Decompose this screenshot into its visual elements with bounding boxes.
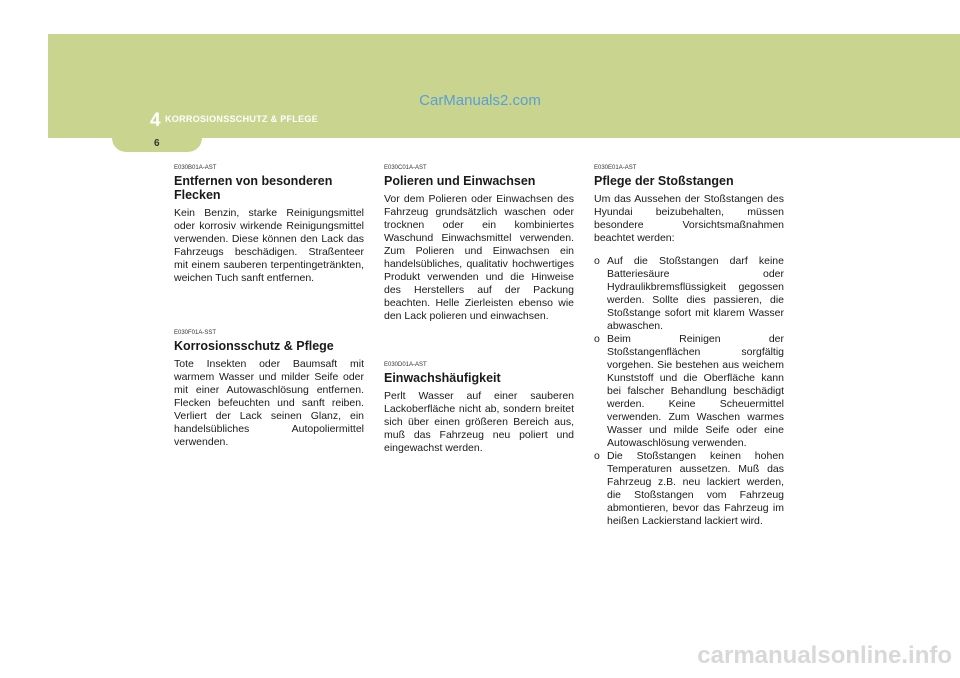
section-body: Kein Benzin, starke Reinigungsmittel oder korrosiv wirkende Reinigungsmittel verwenden. Diese können den Lack das Fahrzeugs beschädigen. Straßenteer mit einem sauberen terpentingetränkten, weichen Tuch sanft entfernen. [174,207,364,284]
list-marker: o [594,255,600,267]
list-item-text: Auf die Stoßstangen darf keine Batteriesäure oder Hydraulikbremsflüssigkeit gegossen werden. Sollte dies passieren, die Stoßstange sofort mit klarem Wasser abwaschen. [607,255,784,332]
watermark-top[interactable]: CarManuals2.com [419,92,541,109]
section-code: E030F01A-SST [174,330,217,336]
bumper-care-list [594,255,784,528]
section-polishing [384,164,574,323]
list-item-text: Beim Reinigen der Stoßstangenflächen sorgfältig vorgehen. Sie bestehen aus weichem Kunststoff und die Oberfläche kann bei falscher Behandlung beschädigt werden. Keine Scheuermittel verwenden. Zum Waschen warmes Wasser und milde Seife oder eine Autowaschlösung verwenden. [607,333,784,449]
column-3 [594,164,784,528]
section-waxing-frequency [384,361,574,455]
chapter-number: 4 [150,110,161,131]
column-2 [384,164,574,455]
section-spot-removal [174,164,364,285]
list-item [594,450,784,528]
page-number: 6 [154,138,160,149]
section-body: Um das Aussehen der Stoßstangen des Hyundai beizubehalten, müssen besondere Vorsichtsmaßnahmen beachtet werden: [594,193,784,244]
watermark-bottom[interactable]: carmanualsonline.info [697,642,952,669]
section-code: E030B01A-AST [174,165,217,171]
section-heading: Pflege der Stoßstangen [594,174,734,188]
list-marker: o [594,333,600,345]
chapter-title: KORROSIONSSCHUTZ & PFLEGE [165,114,319,124]
section-heading: Korrosionsschutz & Pflege [174,339,334,353]
section-corrosion-care [174,329,364,449]
section-heading: Polieren und Einwachsen [384,174,536,188]
section-body: Tote Insekten oder Baumsaft mit warmem Wasser und milder Seife oder mit einer Autowaschlösung entfernen. Flecken befeuchten und sanft reiben. Verliert der Lack seinen Glanz, ein handelsübliches Autopoliermittel verwenden. [174,358,364,448]
list-marker: o [594,450,600,462]
section-code: E030E01A-AST [594,165,637,171]
section-code: E030D01A-AST [384,362,427,368]
section-body: Vor dem Polieren oder Einwachsen des Fahrzeug grundsätzlich waschen oder trocknen oder ein kombiniertes Waschund Einwachsmittel verwenden. Zum Polieren und Einwachsen ein handelsübliches, qualitativ hochwertiges Produkt verwenden und die Hinweise des Herstellers auf der Packung beachten. Helle Zierleisten ebenso wie den Lack polieren und einwachsen. [384,193,574,322]
list-item [594,333,784,450]
section-bumper-care [594,164,784,528]
list-item-text: Die Stoßstangen keinen hohen Temperaturen aussetzen. Muß das Fahrzeug z.B. neu lackiert werden, die Stoßstangen vom Fahrzeug abmontieren, bevor das Fahrzeug im heißen Lackierstand lackiert wird. [607,450,784,527]
section-heading: Entfernen von besonderen Flecken [174,174,333,202]
column-1 [174,164,364,449]
list-item [594,255,784,333]
section-body: Perlt Wasser auf einer sauberen Lackoberfläche nicht ab, sondern breitet sich über einen größeren Bereich aus, muß das Fahrzeug neu poliert und eingewachst werden. [384,390,574,454]
section-heading: Einwachshäufigkeit [384,371,501,385]
section-code: E030C01A-AST [384,165,427,171]
